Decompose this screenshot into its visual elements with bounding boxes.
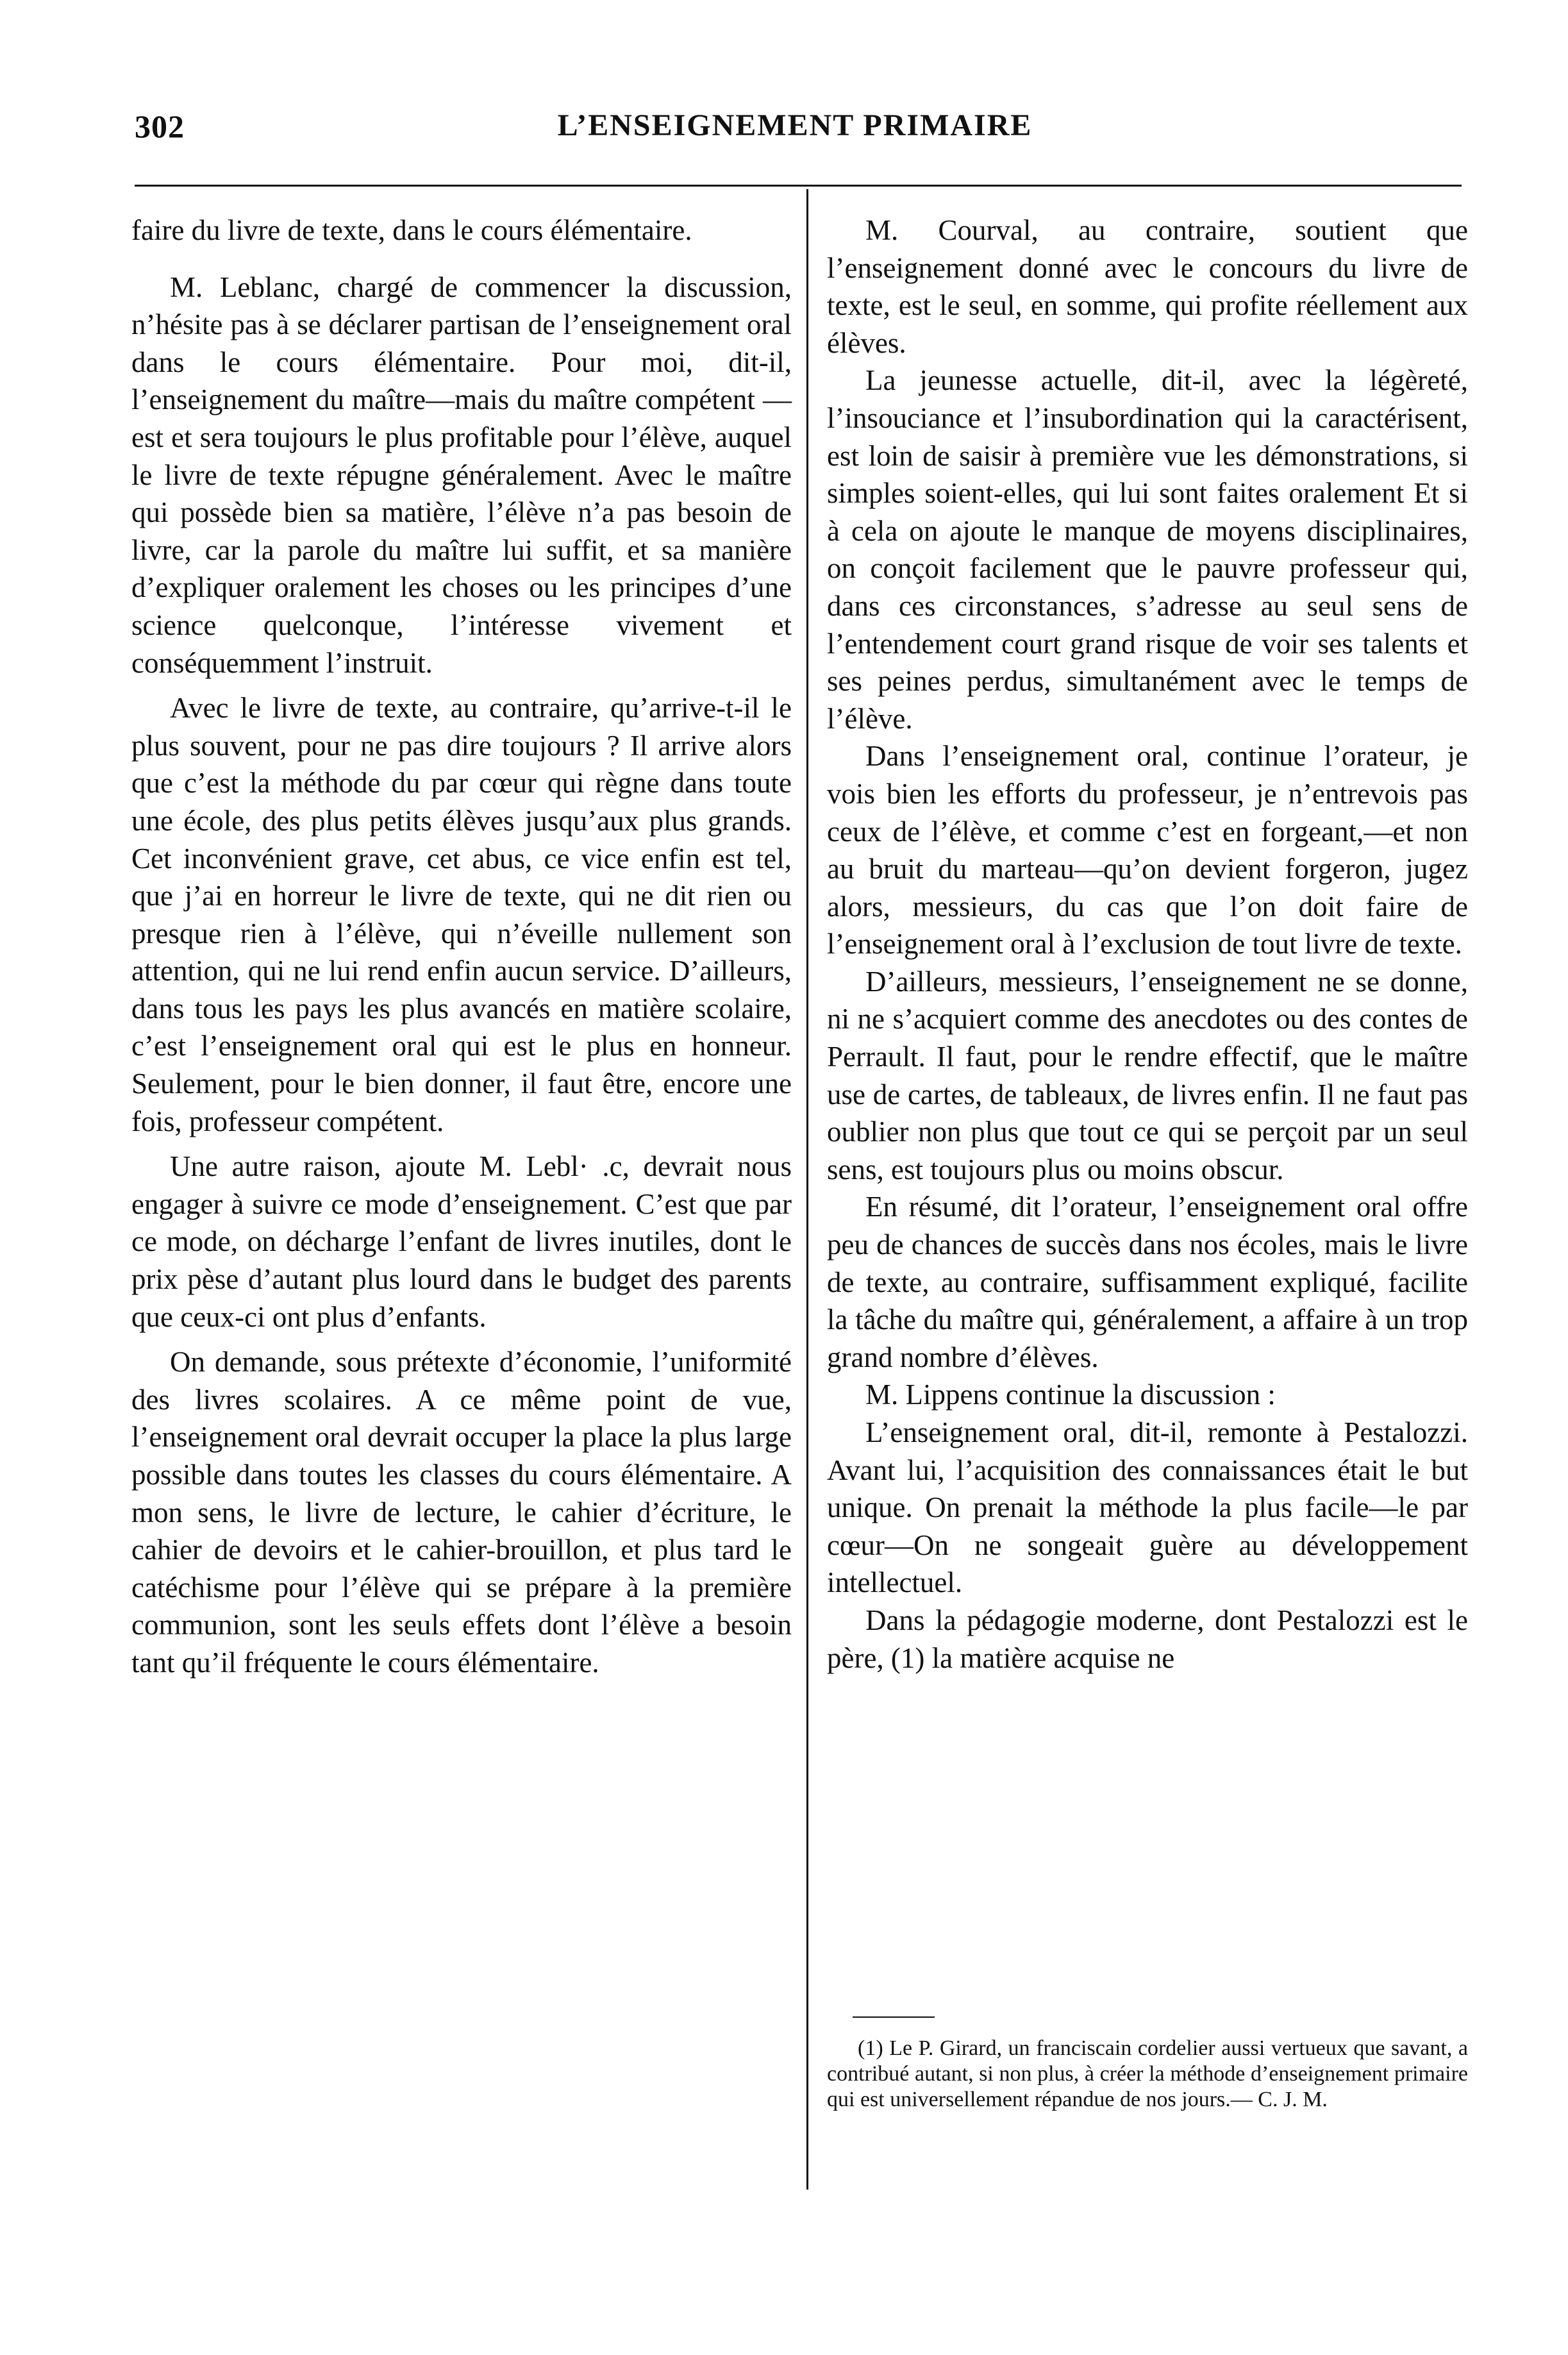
paragraph: En résumé, dit l’orateur, l’enseignement oral offre peu de chances de succès dans nos écoles, mais le livre de texte, au contraire, suffisamment expliqué, facilite la tâche du maître qui, généralement, a affaire à un trop grand nombre d’élèves. [827,1191,1468,1373]
right-column [827,212,1468,1677]
column-divider [806,189,808,2190]
paragraph: M. Lippens continue la discussion : [865,1379,1276,1411]
paragraph: L’enseignement oral, dit-il, remonte à Pestalozzi. Avant lui, l’acquisition des connaissances était le but unique. On prenait la méthode la plus facile—le par cœur—On ne songeait guère au développement intellectuel. [827,1416,1468,1599]
footnote-text: (1) Le P. Girard, un franciscain cordelier aussi vertueux que savant, a contribué autant, si non plus, à créer la méthode d’enseignement primaire qui est universellement répandue de nos jours.— C. J. M. [827,2036,1468,2111]
paragraph: La jeunesse actuelle, dit-il, avec la légèreté, l’insouciance et l’insubordination qui la caractérisent, est loin de saisir à première vue les démonstrations, si simples soient-elles, qui lui sont faites oralement Et si à cela on ajoute le manque de moyens disciplinaires, on conçoit facilement que le pauvre professeur qui, dans ces circonstances, s’adresse au seul sens de l’entendement court grand risque de voir ses talents et ses peines perdus, simultanément avec le temps de l’élève. [827,364,1468,735]
footnote-rule [853,2016,935,2018]
paragraph: faire du livre de texte, dans le cours élémentaire. [131,214,692,246]
page-header [128,108,1462,165]
footnote [827,2036,1468,2113]
page-number: 302 [135,108,185,144]
paragraph: M. Courval, au contraire, soutient que l’enseignement donné avec le concours du livre de texte, est le seul, en somme, qui profite réellement aux élèves. [827,214,1468,359]
paragraph: On demande, sous prétexte d’économie, l’uniformité des livres scolaires. A ce même point de vue, l’enseignement oral devrait occuper la place la plus large possible dans toutes les classes du cours élémentaire. A mon sens, le livre de lecture, le cahier d’écriture, le cahier de devoirs et le cahier-brouillon, et plus tard le catéchisme pour l’élève qui se prépare à la première communion, sont les seuls effets dont l’élève a besoin tant qu’il fréquente le cours élémentaire. [131,1346,792,1679]
header-rule [135,185,1462,187]
running-title: L’ENSEIGNEMENT PRIMAIRE [557,108,1033,142]
paragraph: Dans l’enseignement oral, continue l’orateur, je vois bien les efforts du professeur, je n’entrevois pas ceux de l’élève, et comme c’est en forgeant,—et non au bruit du marteau—qu’on devient forgeron, jugez alors, messieurs, du cas que l’on doit faire de l’enseignement oral à l’exclusion de tout livre de texte. [827,740,1468,960]
paragraph: D’ailleurs, messieurs, l’enseignement ne se donne, ni ne s’acquiert comme des anecdotes ou des contes de Perrault. Il faut, pour le rendre effectif, que le maître use de cartes, de tableaux, de livres enfin. Il ne faut pas oublier non plus que tout ce qui se perçoit par un seul sens, est toujours plus ou moins obscur. [827,965,1468,1186]
paragraph: Dans la pédagogie moderne, dont Pestalozzi est le père, (1) la matière acquise ne [827,1604,1468,1674]
paragraph: Une autre raison, ajoute M. Lebl· .c, devrait nous engager à suivre ce mode d’enseignement. C’est que par ce mode, on décharge l’enfant de livres inutiles, dont le prix pèse d’autant plus lourd dans le budget des parents que ceux-ci ont plus d’enfants. [131,1150,792,1333]
left-column [131,212,792,1682]
paragraph: M. Leblanc, chargé de commencer la discussion, n’hésite pas à se déclarer partisan de l’enseignement oral dans le cours élémentaire. Pour moi, dit-il, l’enseignement du maître—mais du maître compétent —est et sera toujours le plus profitable pour l’élève, auquel le livre de texte répugne généralement. Avec le maître qui possède bien sa matière, l’élève n’a pas besoin de livre, car la parole du maître lui suffit, et sa manière d’expliquer oralement les choses ou les principes d’une science quelconque, l’intéresse vivement et conséquemment l’instruit. [131,271,792,679]
paragraph: Avec le livre de texte, au contraire, qu’arrive-t-il le plus souvent, pour ne pas dire toujours ? Il arrive alors que c’est la méthode du par cœur qui règne dans toute une école, des plus petits élèves jusqu’aux plus grands. Cet inconvénient grave, cet abus, ce vice enfin est tel, que j’ai en horreur le livre de texte, qui ne dit rien ou presque rien à l’élève, qui n’éveille nullement son attention, qui ne lui rend enfin aucun service. D’ailleurs, dans tous les pays les plus avancés en matière scolaire, c’est l’enseignement oral qui est le plus en honneur. Seulement, pour le bien donner, il faut être, encore une fois, professeur compétent. [131,692,792,1137]
